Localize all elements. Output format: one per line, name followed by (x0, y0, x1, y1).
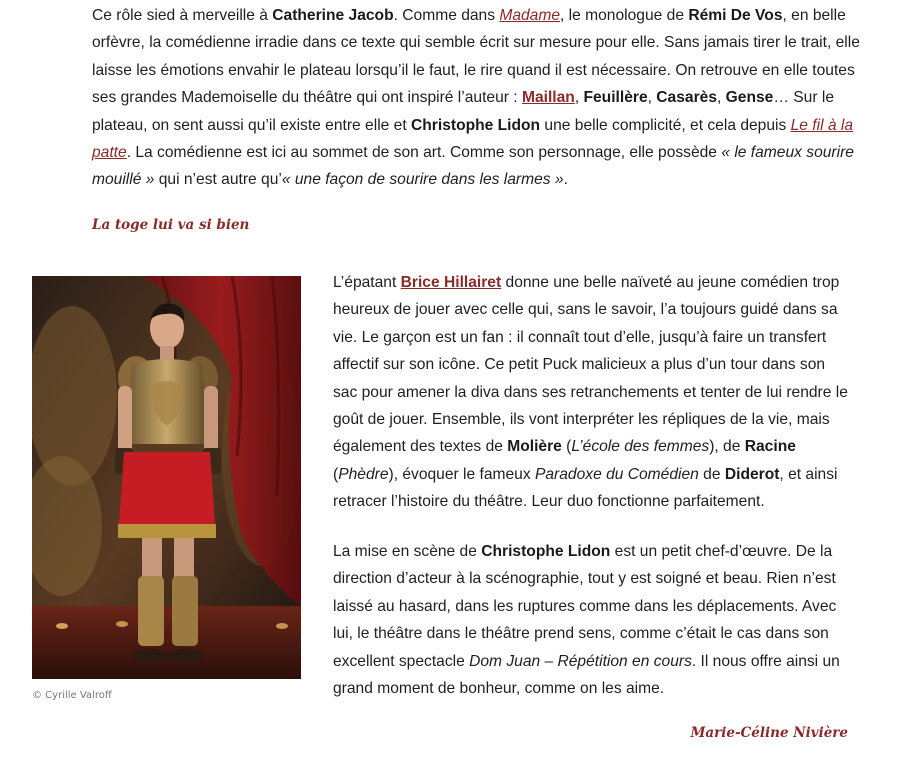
bold-text: Catherine Jacob (272, 7, 394, 24)
text-run: ( (561, 438, 572, 456)
actor-photo (32, 276, 301, 679)
italic-text: Dom Juan – Répétition en cours (469, 652, 692, 670)
bold-text: Diderot (724, 465, 780, 483)
text-run: . La comédienne est ici au sommet de son art. Comme son personnage, elle possède (126, 144, 722, 162)
italic-text: Paradoxe du Comédien (534, 465, 699, 483)
text-run: . Comme dans (393, 7, 500, 24)
text-run: qui n’est autre qu’ (154, 171, 282, 189)
text-run: . (563, 171, 568, 189)
photo-credit: © Cyrille Valroff (32, 690, 112, 701)
text-run: La mise en scène de (333, 543, 482, 560)
text-run: , en belle orfèvre, la comédienne irradie dans ce texte qui semble écrit sur mesure pour elle. Sans jamais tirer le trait, elle laisse les émotions envahir le plateau lorsqu’il le faut, le rire quand il est nécessaire. On retrouve en elle toutes ses grandes Mademoiselle du théâtre qui ont inspiré l’auteur : (92, 7, 860, 107)
italic-text: « une façon de sourire dans les larmes » (281, 171, 564, 189)
italic-text: L’école des femmes (571, 438, 710, 456)
text-run: , le monologue de (560, 7, 689, 24)
text-run: une belle complicité, et cela depuis (540, 116, 791, 134)
text-run: est un petit chef-d’œuvre. De la direction d’acteur à la scénographie, tout y est soigné et beau. Rien n’est laissé au hasard, dans les ruptures comme dans les déplacements. Avec lui, le théâtre dans le théâtre prend sens, comme c’était le cas dans son excellent spectacle (333, 543, 837, 670)
bold-text: Casarès (656, 89, 717, 107)
inline-link[interactable]: Maillan (521, 89, 575, 107)
bold-text: Molière (507, 438, 562, 456)
article-paragraph-intro (92, 2, 867, 194)
text-run: de (698, 465, 725, 483)
italic-text: Phèdre (338, 465, 389, 483)
text-run: , et ainsi retracer l’histoire du théâtre. Leur duo fonctionne parfaitement. (333, 465, 838, 511)
bold-text: Rémi De Vos (688, 7, 783, 24)
section-subheading: La toge lui va si bien (92, 217, 250, 233)
text-run: donne une belle naïveté au jeune comédien trop heureux de jouer avec celle qui, sans le savoir, l’a toujours guidé dans sa vie. Le garçon est un fan : il connaît tout d’elle, jusqu’à faire un transfert affectif sur son icône. Ce petit Puck malicieux a plus d’un tour dans son sac pour amener la diva dans ses retranchements et tenter de lui rendre le goût de jouer. Ensemble, ils vont interpréter les répliques de la vie, mais également des textes de (333, 274, 848, 456)
text-run: . Il nous offre ainsi un grand moment de bonheur, comme on les aime. (333, 652, 840, 698)
actor-in-roman-costume-illustration (32, 276, 301, 679)
text-run: ), de (709, 438, 745, 456)
text-run: ( (333, 465, 339, 483)
bold-text: Racine (744, 438, 796, 456)
inline-link[interactable]: Le fil à la patte (92, 116, 854, 162)
italic-text: « le fameux sourire mouillé » (92, 144, 854, 189)
text-run: ), évoquer le fameux (388, 465, 535, 483)
text-run: , (574, 89, 584, 107)
text-run: , (647, 89, 657, 107)
text-run: , (717, 89, 726, 107)
bold-text: Gense (725, 89, 774, 107)
bold-text: Christophe Lidon (481, 543, 611, 560)
inline-link[interactable]: Madame (499, 7, 561, 24)
text-run: Ce rôle sied à merveille à (92, 7, 273, 24)
text-run: L’épatant (333, 274, 401, 291)
author-signature: Marie-Céline Nivière (690, 725, 848, 741)
article-paragraph-actor (333, 269, 853, 516)
inline-link[interactable]: Brice Hillairet (400, 274, 502, 291)
bold-text: Christophe Lidon (411, 116, 541, 134)
text-run: … Sur le plateau, on sent aussi qu’il existe entre elle et (92, 89, 835, 134)
bold-text: Feuillère (583, 89, 648, 107)
article-paragraph-staging (333, 538, 853, 702)
